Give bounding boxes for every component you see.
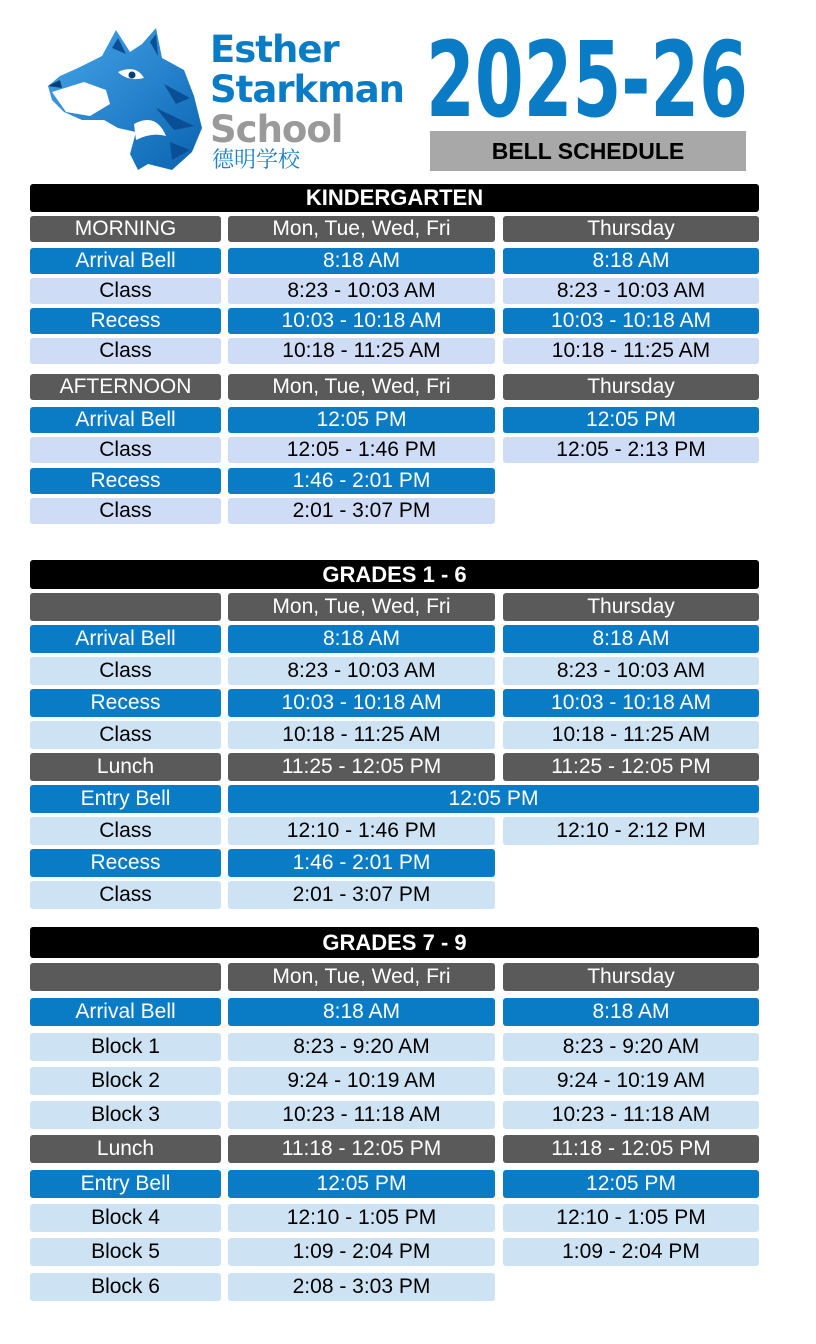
time-cell-thursday: 12:10 - 1:05 PM [503,1204,759,1232]
time-cell-thursday: 8:23 - 10:03 AM [503,657,759,685]
column-header-thursday: Thursday [503,374,759,400]
time-cell-mon-tue-wed-fri: 12:05 - 1:46 PM [228,437,495,463]
time-cell-thursday: 8:18 AM [503,998,759,1026]
time-cell-mon-tue-wed-fri: 1:46 - 2:01 PM [228,468,495,494]
column-header-mon-tue-wed-fri: Mon, Tue, Wed, Fri [228,216,495,242]
time-cell-mon-tue-wed-fri: 8:18 AM [228,998,495,1026]
time-cell-thursday: 1:09 - 2:04 PM [503,1238,759,1266]
time-cell-thursday: 8:18 AM [503,248,759,274]
time-cell-mon-tue-wed-fri: 10:23 - 11:18 AM [228,1101,495,1129]
time-cell-thursday: 12:05 - 2:13 PM [503,437,759,463]
row-label-bell: Arrival Bell [30,407,221,433]
time-cell-mon-tue-wed-fri: 12:05 PM [228,407,495,433]
row-label-bell: Recess [30,849,221,877]
time-cell-mon-tue-wed-fri: 8:23 - 10:03 AM [228,278,495,304]
time-cell-thursday: 10:18 - 11:25 AM [503,721,759,749]
school-year-text: 2025-26 [426,28,748,128]
school-name-line-2: Starkman [210,68,405,111]
time-cell-thursday: 12:05 PM [503,407,759,433]
school-name-chinese: 德明学校 [212,148,301,173]
school-name-line-1: Esther [210,28,339,71]
section-title: GRADES 1 - 6 [30,560,759,589]
row-label-bell: Recess [30,689,221,717]
row-label-bell: Recess [30,468,221,494]
time-cell-mon-tue-wed-fri: 2:08 - 3:03 PM [228,1273,495,1301]
row-label-header: MORNING [30,216,221,242]
time-cell-mon-tue-wed-fri: 1:09 - 2:04 PM [228,1238,495,1266]
time-cell-mon-tue-wed-fri: 11:18 - 12:05 PM [228,1135,495,1163]
time-cell-thursday: 12:05 PM [503,1170,759,1198]
time-cell-mon-tue-wed-fri: 12:05 PM [228,1170,495,1198]
time-cell-mon-tue-wed-fri: 8:18 AM [228,625,495,653]
section-title: KINDERGARTEN [30,184,759,212]
time-cell-mon-tue-wed-fri: 11:25 - 12:05 PM [228,753,495,781]
row-label-class: Block 2 [30,1067,221,1095]
row-label-class: Block 1 [30,1033,221,1061]
column-header-mon-tue-wed-fri: Mon, Tue, Wed, Fri [228,593,495,621]
time-cell-thursday: 8:18 AM [503,625,759,653]
row-label-bell: Entry Bell [30,785,221,813]
row-label-class: Class [30,437,221,463]
time-cell-mon-tue-wed-fri: 10:03 - 10:18 AM [228,689,495,717]
row-label-class: Block 6 [30,1273,221,1301]
time-cell-thursday: 10:03 - 10:18 AM [503,689,759,717]
time-cell-thursday: 11:18 - 12:05 PM [503,1135,759,1163]
row-label-lunch: Lunch [30,753,221,781]
time-cell-mon-tue-wed-fri: 12:10 - 1:46 PM [228,817,495,845]
school-name-line-3: School [210,108,343,151]
row-label-class: Block 3 [30,1101,221,1129]
time-cell-thursday: 11:25 - 12:05 PM [503,753,759,781]
time-cell-thursday: 10:23 - 11:18 AM [503,1101,759,1129]
time-cell-mon-tue-wed-fri: 8:18 AM [228,248,495,274]
time-cell-all-days: 12:05 PM [228,785,759,813]
row-label-class: Class [30,278,221,304]
row-label-bell: Arrival Bell [30,998,221,1026]
row-label-class: Block 4 [30,1204,221,1232]
column-header-thursday: Thursday [503,963,759,991]
row-label-bell: Recess [30,308,221,334]
time-cell-mon-tue-wed-fri: 2:01 - 3:07 PM [228,881,495,909]
column-header-thursday: Thursday [503,593,759,621]
row-label-class: Class [30,817,221,845]
row-label-class: Class [30,881,221,909]
time-cell-mon-tue-wed-fri: 10:18 - 11:25 AM [228,338,495,364]
column-header-thursday: Thursday [503,216,759,242]
time-cell-mon-tue-wed-fri: 8:23 - 10:03 AM [228,657,495,685]
time-cell-mon-tue-wed-fri: 9:24 - 10:19 AM [228,1067,495,1095]
time-cell-thursday: 10:18 - 11:25 AM [503,338,759,364]
time-cell-mon-tue-wed-fri: 8:23 - 9:20 AM [228,1033,495,1061]
bell-schedule-subtitle: BELL SCHEDULE [430,131,746,171]
school-year-title [424,28,750,128]
row-label-bell: Arrival Bell [30,625,221,653]
row-label-header: AFTERNOON [30,374,221,400]
row-label-class: Class [30,338,221,364]
row-label-header [30,963,221,991]
row-label-bell: Entry Bell [30,1170,221,1198]
row-label-class: Class [30,498,221,524]
time-cell-mon-tue-wed-fri: 10:18 - 11:25 AM [228,721,495,749]
time-cell-mon-tue-wed-fri: 12:10 - 1:05 PM [228,1204,495,1232]
time-cell-thursday: 10:03 - 10:18 AM [503,308,759,334]
time-cell-thursday: 8:23 - 9:20 AM [503,1033,759,1061]
row-label-class: Class [30,721,221,749]
time-cell-thursday: 8:23 - 10:03 AM [503,278,759,304]
time-cell-thursday: 12:10 - 2:12 PM [503,817,759,845]
time-cell-mon-tue-wed-fri: 1:46 - 2:01 PM [228,849,495,877]
row-label-class: Class [30,657,221,685]
row-label-lunch: Lunch [30,1135,221,1163]
time-cell-thursday: 9:24 - 10:19 AM [503,1067,759,1095]
row-label-bell: Arrival Bell [30,248,221,274]
time-cell-mon-tue-wed-fri: 10:03 - 10:18 AM [228,308,495,334]
column-header-mon-tue-wed-fri: Mon, Tue, Wed, Fri [228,963,495,991]
time-cell-mon-tue-wed-fri: 2:01 - 3:07 PM [228,498,495,524]
column-header-mon-tue-wed-fri: Mon, Tue, Wed, Fri [228,374,495,400]
section-title: GRADES 7 - 9 [30,927,759,958]
row-label-header [30,593,221,621]
husky-mascot-icon [44,24,206,172]
row-label-class: Block 5 [30,1238,221,1266]
